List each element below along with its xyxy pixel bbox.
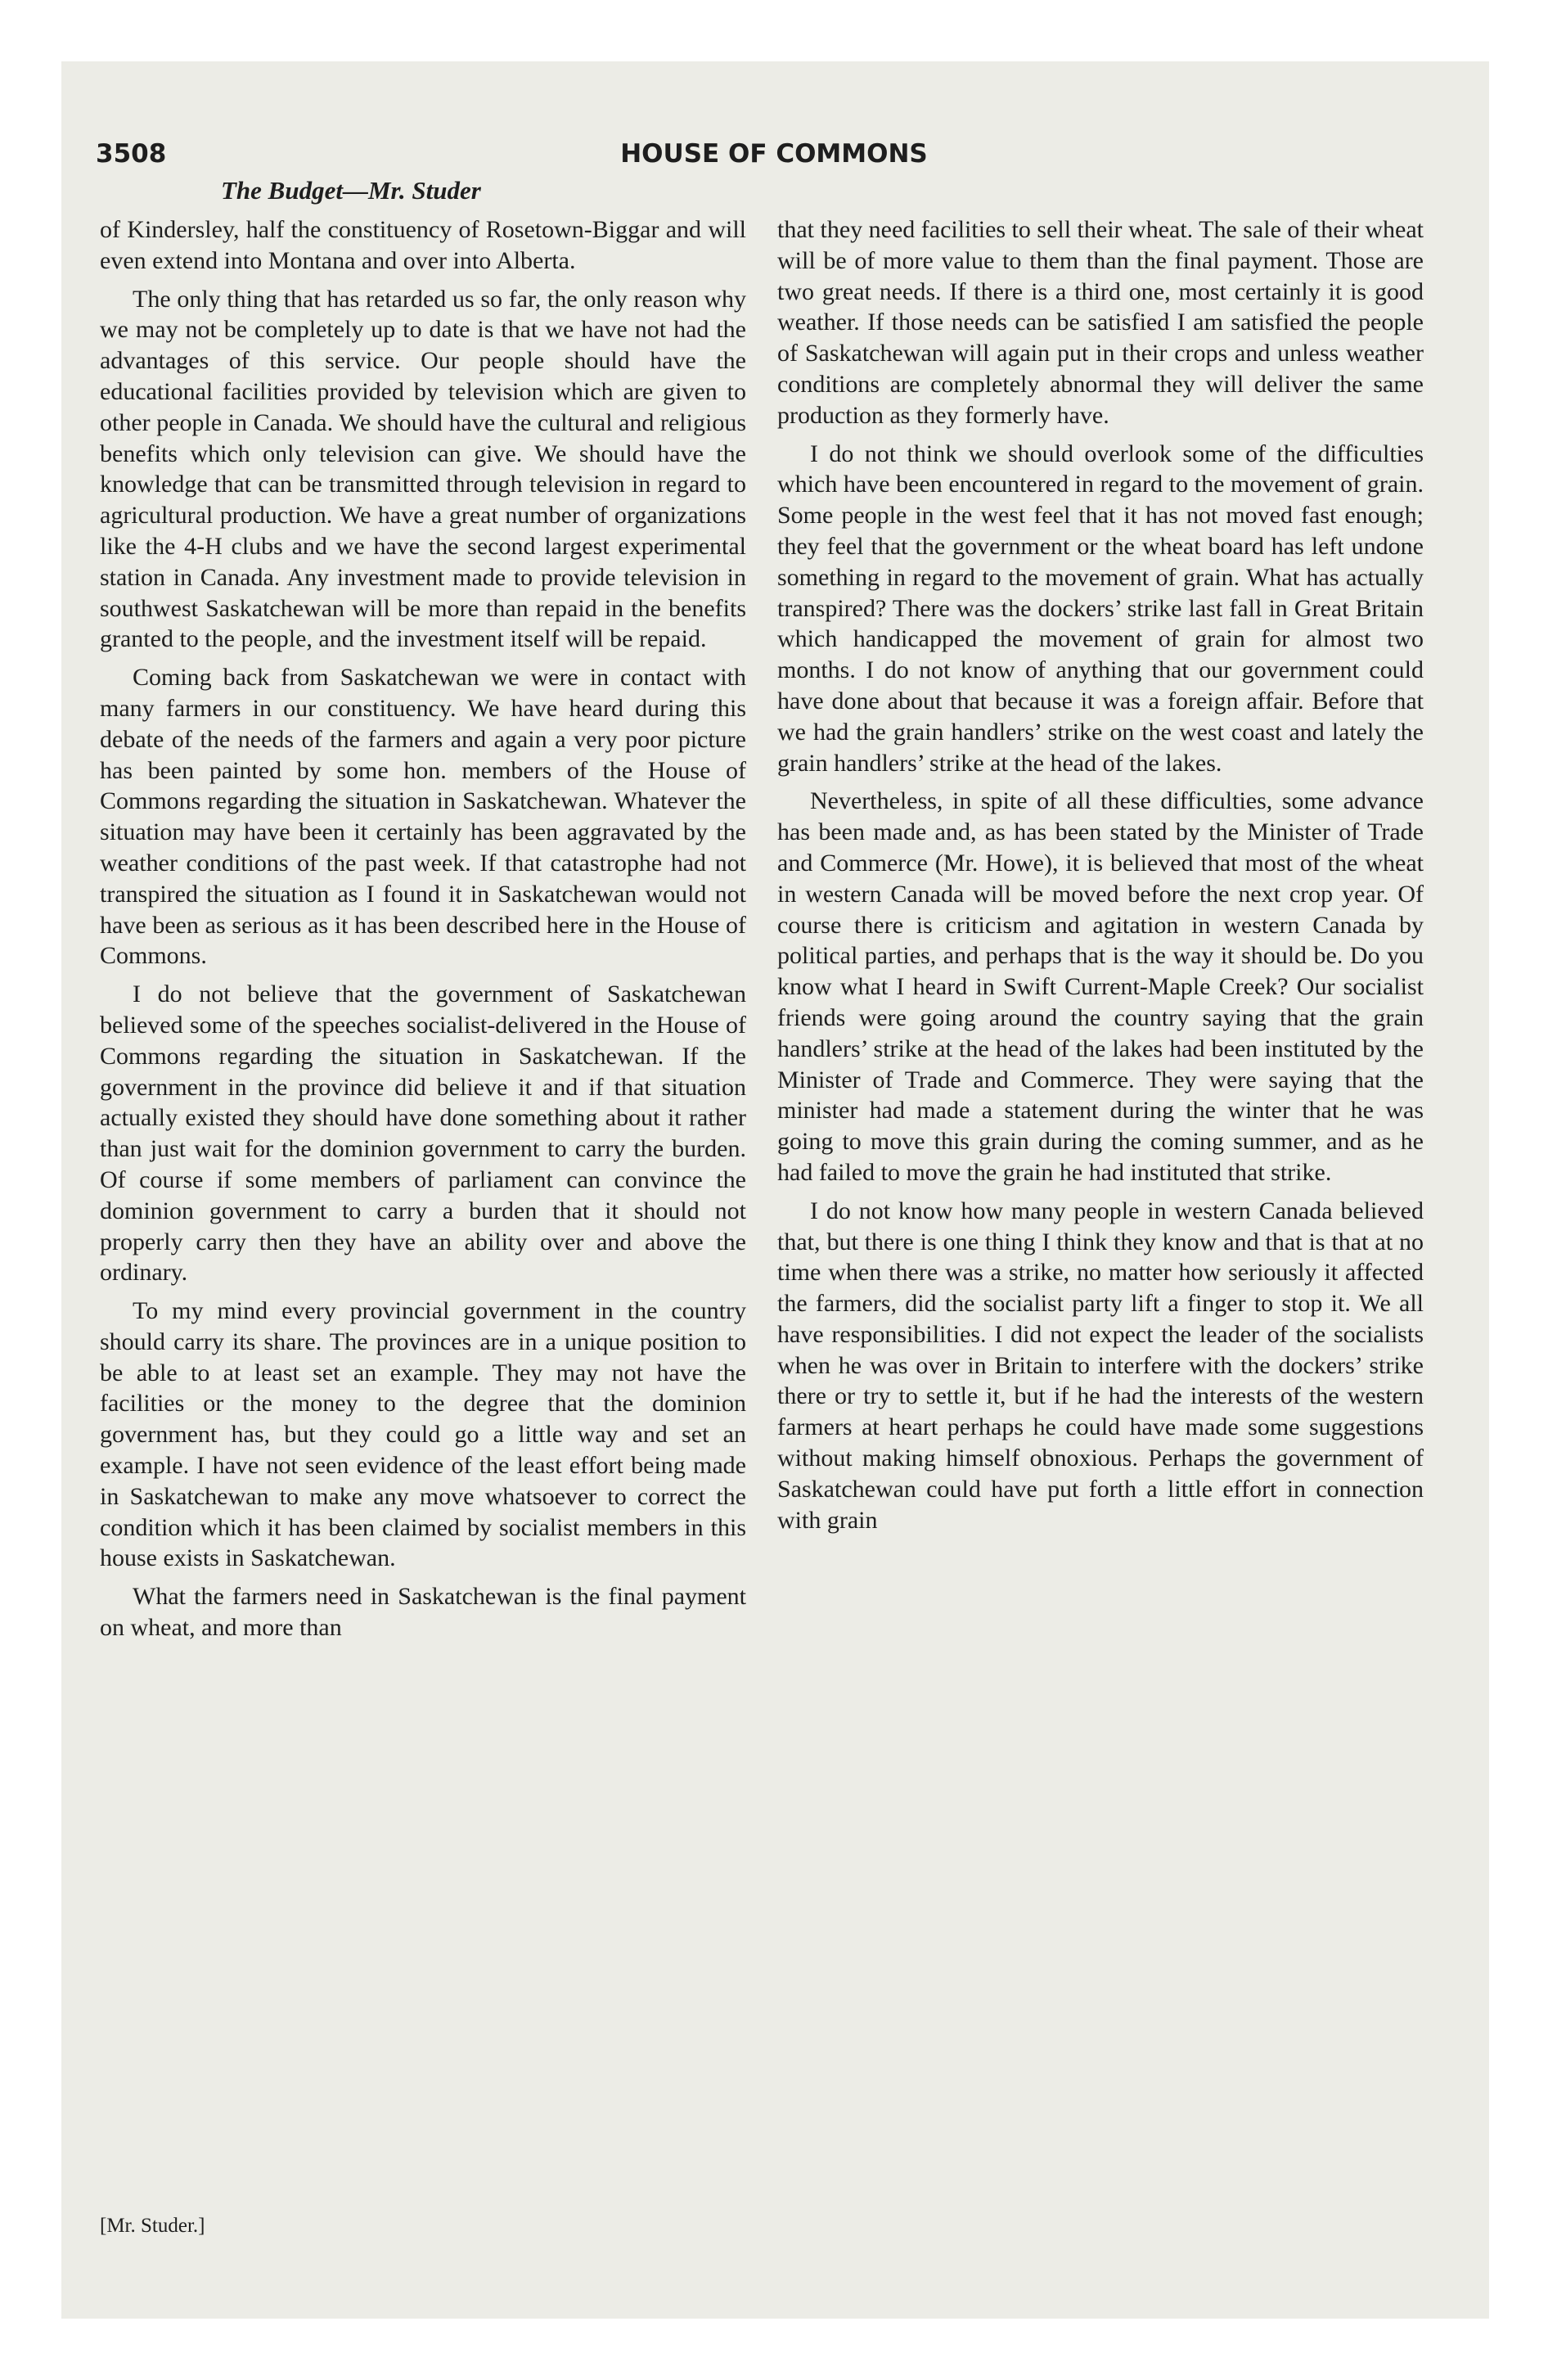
section-subtitle: The Budget—Mr. Studer	[221, 176, 481, 205]
page-number: 3508	[96, 139, 167, 169]
paragraph: of Kindersley, half the constituency of Rosetown-Biggar and will even extend into Montana and over into Alberta.	[100, 216, 746, 274]
paragraph: I do not believe that the government of Saskatchewan believed some of the speeches socialist-delivered in the House of Commons regarding the situation in Saskatchewan. If the government in the province did believe it and if that situation actually existed they should have done something about it rather than just wait for the dominion government to carry the burden. Of course if some members of parliament can convince the dominion government to carry a burden that it should not properly carry then they have an ability over and above the ordinary.	[100, 980, 746, 1287]
paragraph: What the farmers need in Saskatchewan is the final payment on wheat, and more than	[100, 1583, 746, 1642]
paragraph: To my mind every provincial government in the country should carry its share. The provinces are in a unique position to be able to at least set an example. They may not have the facilities or the money to the degree that the dominion government has, but they could go a little way and set an example. I have not seen evidence of the least effort being made in Saskatchewan to make any move whatsoever to correct the condition which it has been claimed by socialist members in this house exists in Saskatchewan.	[100, 1297, 746, 1572]
running-title: HOUSE OF COMMONS	[620, 139, 928, 169]
paragraph: that they need facilities to sell their wheat. The sale of their wheat will be of more value to them than the final payment. Those are two great needs. If there is a third one, most certainly it is good weather. If those needs can be satisfied I am satisfied the people of Saskatchewan will again put in their crops and unless weather conditions are completely abnormal they will deliver the same production as they formerly have.	[777, 216, 1424, 429]
left-column	[100, 214, 746, 1651]
paragraph: I do not think we should overlook some of the difficulties which have been encountered in regard to the movement of grain. Some people in the west feel that it has not moved fast enough; they feel that the government or the wheat board has left undone something in regard to the movement of grain. What has actually transpired? There was the dockers’ strike last fall in Great Britain which handicapped the movement of grain for almost two months. I do not know of anything that our government could have done about that because it was a foreign affair. Before that we had the grain handlers’ strike on the west coast and lately the grain handlers’ strike at the head of the lakes.	[777, 439, 1424, 777]
paragraph: I do not know how many people in western Canada believed that, but there is one thing I think they know and that is that at no time when there was a strike, no matter how seriously it affected the farmers, did the socialist party lift a finger to stop it. We all have responsibilities. I did not expect the leader of the socialists when he was over in Britain to interfere with the dockers’ strike there or try to settle it, but if he had the interests of the western farmers at heart perhaps he could have made some suggestions without making himself obnoxious. Perhaps the government of Saskatchewan could have put forth a little effort in connection with grain	[777, 1197, 1424, 1534]
paragraph: Nevertheless, in spite of all these difficulties, some advance has been made and, as has been stated by the Minister of Trade and Commerce (Mr. Howe), it is believed that most of the wheat in western Canada will be moved before the next crop year. Of course there is criticism and agitation in western Canada by political parties, and perhaps that is the way it should be. Do you know what I heard in Swift Current-Maple Creek? Our socialist friends were going around the country saying that the grain handlers’ strike at the head of the lakes had been instituted by the Minister of Trade and Commerce. They were saying that the minister had made a statement during the winter that he was going to move this grain during the coming summer, and as he had failed to move the grain he had instituted that strike.	[777, 787, 1424, 1186]
speaker-tag: [Mr. Studer.]	[100, 2215, 205, 2237]
right-column	[777, 214, 1424, 1543]
paragraph: The only thing that has retarded us so far, the only reason why we may not be completely up to date is that we have not had the advantages of this service. Our people should have the educational facilities provided by television which are given to other people in Canada. We should have the cultural and religious benefits which only television can give. We should have the knowledge that can be transmitted through television in regard to agricultural production. We have a great number of organizations like the 4-H clubs and we have the second largest experimental station in Canada. Any investment made to provide television in southwest Saskatchewan will be more than repaid in the benefits granted to the people, and the investment itself will be repaid.	[100, 285, 746, 653]
paragraph: Coming back from Saskatchewan we were in contact with many farmers in our constituency. We have heard during this debate of the needs of the farmers and again a very poor picture has been painted by some hon. members of the House of Commons regarding the situation in Saskatchewan. Whatever the situation may have been it certainly has been aggravated by the weather conditions of the past week. If that catastrophe had not transpired the situation as I found it in Saskatchewan would not have been as serious as it has been described here in the House of Commons.	[100, 664, 746, 970]
